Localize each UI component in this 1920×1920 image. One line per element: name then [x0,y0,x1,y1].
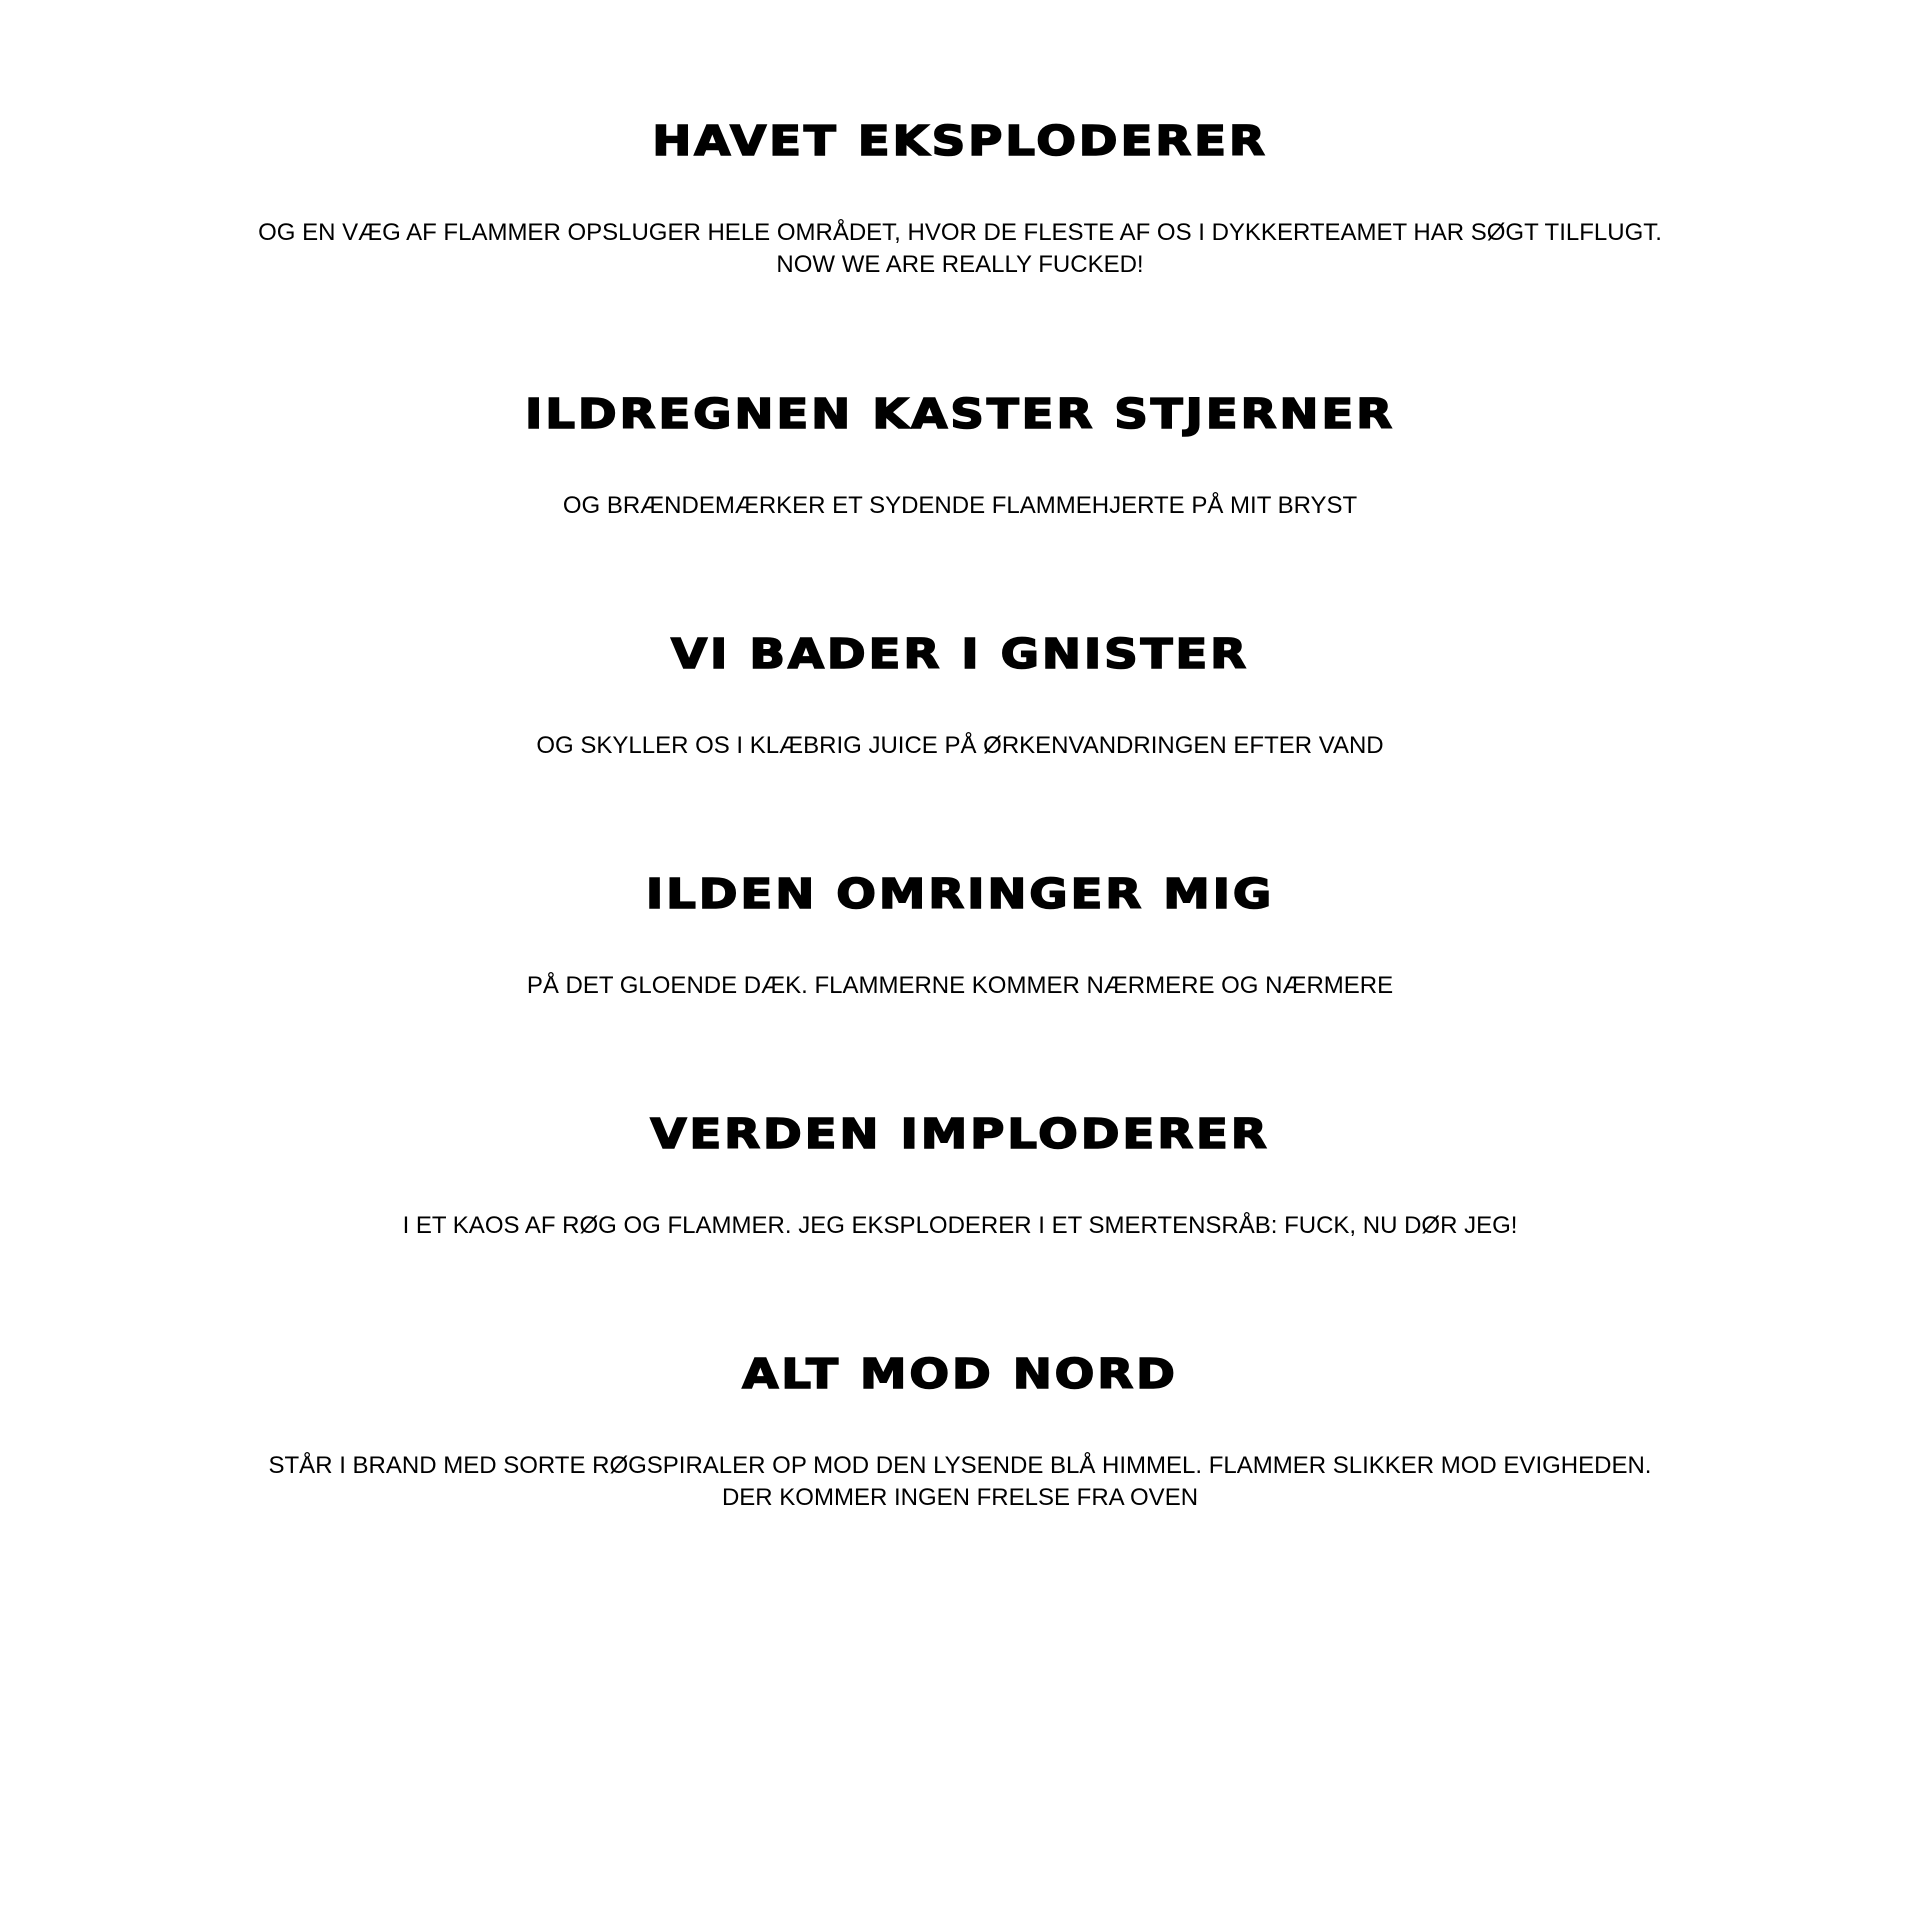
stanza-3 [0,630,1920,762]
stanza-text [0,970,1920,1002]
stanza-heading: ILDEN OMRINGER MIG [645,870,1275,918]
stanza-2 [0,390,1920,522]
stanza-text [0,490,1920,522]
stanza-heading: ILDREGNEN KASTER STJERNER [525,390,1395,438]
stanza-heading: VERDEN IMPLODERER [650,1110,1270,1158]
stanza-line: OG EN VÆG AF FLAMMER OPSLUGER HELE OMRÅDET, HVOR DE FLESTE AF OS I DYKKERTEAMET HAR SØGT TILFLUGT. [258,219,1662,246]
stanza-line: STÅR I BRAND MED SORTE RØGSPIRALER OP MOD DEN LYSENDE BLÅ HIMMEL. FLAMMER SLIKKER MOD EVIGHEDEN. [268,1452,1652,1479]
stanza-heading: ALT MOD NORD [742,1350,1178,1398]
stanza-6 [0,1350,1920,1514]
stanza-heading: VI BADER I GNISTER [671,630,1249,678]
stanza-line: OG SKYLLER OS I KLÆBRIG JUICE PÅ ØRKENVANDRINGEN EFTER VAND [536,732,1384,759]
stanza-1 [0,117,1920,281]
stanza-text [0,1450,1920,1514]
stanza-line: OG BRÆNDEMÆRKER ET SYDENDE FLAMMEHJERTE PÅ MIT BRYST [562,492,1358,519]
stanza-5 [0,1110,1920,1242]
stanza-4 [0,870,1920,1002]
stanza-text [0,1210,1920,1242]
stanza-line: I ET KAOS AF RØG OG FLAMMER. JEG EKSPLODERER I ET SMERTENSRÅB: FUCK, NU DØR JEG! [402,1212,1518,1239]
stanza-text [0,217,1920,281]
stanza-text [0,730,1920,762]
stanza-line: NOW WE ARE REALLY FUCKED! [776,251,1144,278]
stanza-heading: HAVET EKSPLODERER [652,117,1268,165]
stanza-line: PÅ DET GLOENDE DÆK. FLAMMERNE KOMMER NÆRMERE OG NÆRMERE [526,972,1394,999]
stanza-line: DER KOMMER INGEN FRELSE FRA OVEN [721,1484,1199,1511]
